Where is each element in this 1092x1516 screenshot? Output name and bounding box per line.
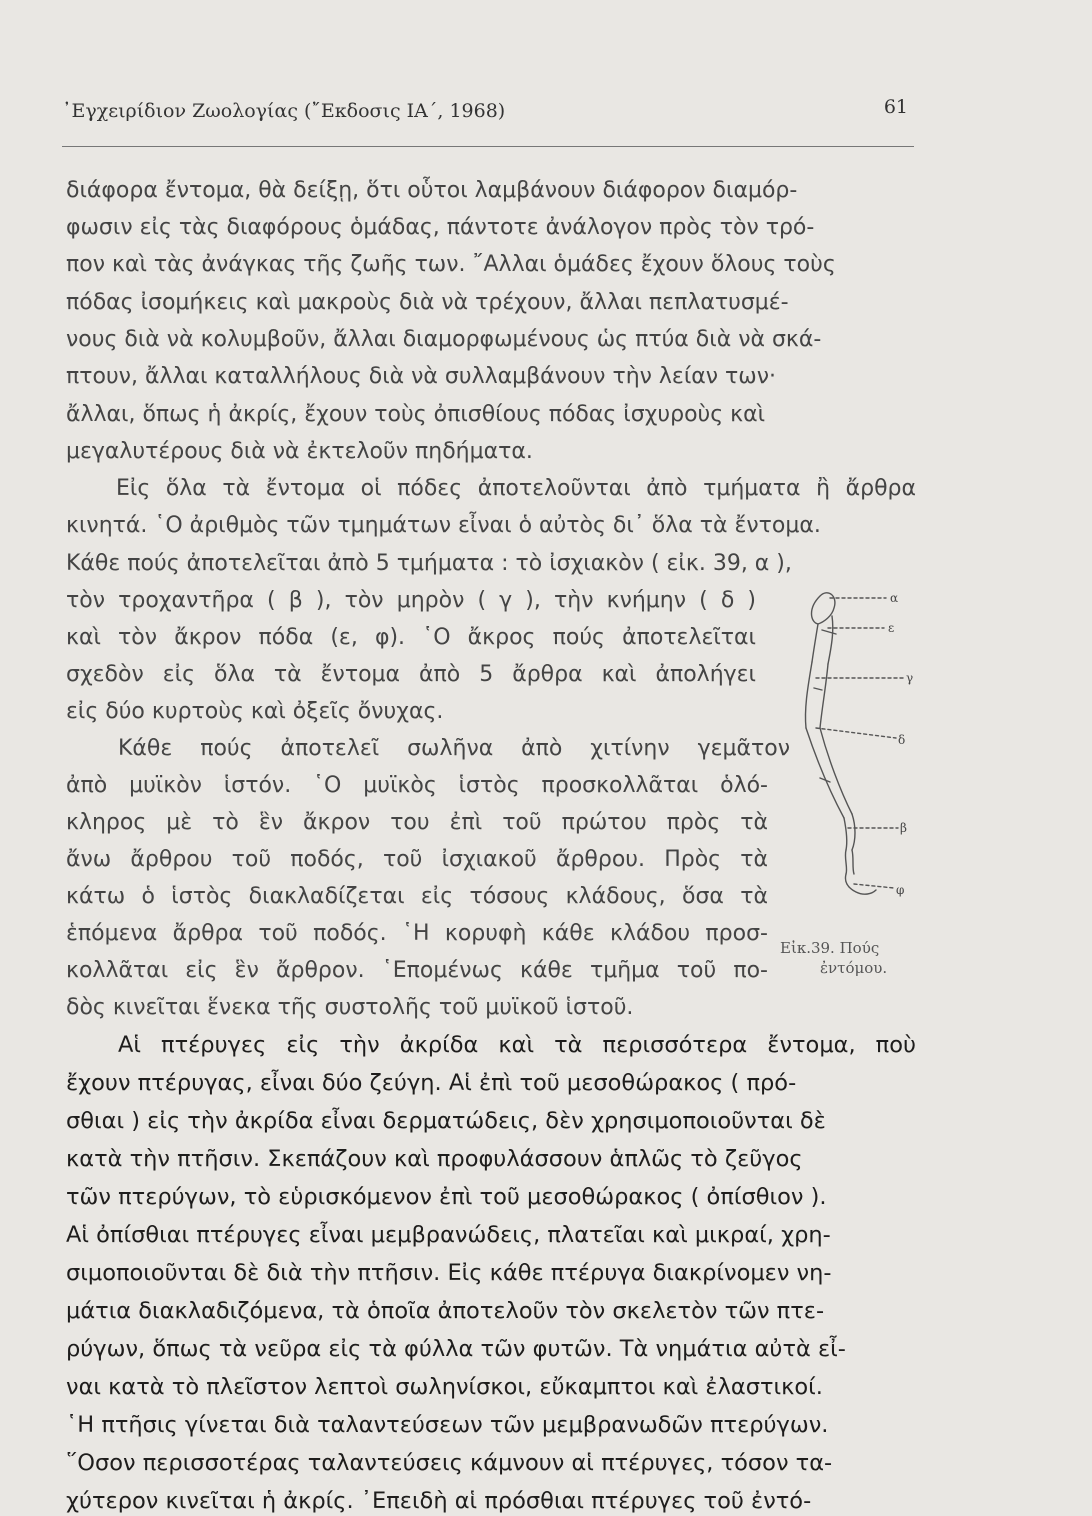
text-line: σιμοποιοῦνται δὲ διὰ τὴν πτῆσιν. Εἰς κάθε πτέρυγα διακρίνομεν νη- — [66, 1260, 832, 1286]
text-line: κατὰ τὴν πτῆσιν. Σκεπάζουν καὶ προφυλάσσουν ἁπλῶς τὸ ζεῦγος — [66, 1146, 803, 1172]
text-line: πτουν, ἄλλαι καταλλήλους διὰ νὰ συλλαμβάνουν τὴν λείαν των· — [66, 364, 777, 389]
text-line: εἰς δύο κυρτοὺς καὶ ὀξεῖς ὄνυχας. — [66, 699, 444, 724]
text-line: ναι κατὰ τὸ πλεῖστον λεπτοὶ σωληνίσκοι, εὔκαμπτοι καὶ ἐλαστικοί. — [66, 1374, 823, 1400]
text-line: Κάθε πούς ἀποτελεῖται ἀπὸ 5 τμήματα : τὸ ἰσχιακὸν ( εἰκ. 39, α ), — [66, 551, 792, 576]
text-line: καὶ τὸν ἄκρον πόδα (ε, φ). ῾Ο ἄκρος πούς ἀποτελεῖται — [66, 625, 756, 650]
figure-label: ε — [888, 621, 895, 635]
text-line: ρύγων, ὅπως τὰ νεῦρα εἰς τὰ φύλλα τῶν φυτῶν. Τὰ νημάτια αὐτὰ εἶ- — [66, 1336, 846, 1362]
text-line: ἄνω ἄρθρου τοῦ ποδός, τοῦ ἰσχιακοῦ ἄρθρου. Πρὸς τὰ — [66, 847, 768, 872]
figure-label: δ — [898, 733, 906, 747]
text-line: ἄλλαι, ὅπως ἡ ἀκρίς, ἔχουν τοὺς ὀπισθίους πόδας ἰσχυροὺς καὶ — [66, 402, 766, 427]
text-line: δὸς κινεῖται ἕνεκα τῆς συστολῆς τοῦ μυϊκοῦ ἱστοῦ. — [66, 995, 634, 1020]
text-line: κάτω ὁ ἱστὸς διακλαδίζεται εἰς τόσους κλάδους, ὅσα τὰ — [66, 884, 768, 909]
insect-leg-figure — [786, 578, 916, 908]
text-line: σχεδὸν εἰς ὅλα τὰ ἔντομα ἀπὸ 5 ἄρθρα καὶ ἀπολήγει — [66, 662, 756, 687]
figure-label: α — [890, 591, 899, 605]
text-line: Αἱ ὀπίσθιαι πτέρυγες εἶναι μεμβρανώδεις, πλατεῖαι καὶ μικραί, χρη- — [66, 1222, 831, 1248]
text-line: τῶν πτερύγων, τὸ εὑρισκόμενον ἐπὶ τοῦ μεσοθώρακος ( ὀπίσθιον ). — [66, 1184, 827, 1210]
text-line: κολλᾶται εἰς ἓν ἄρθρον. ῾Επομένως κάθε τμῆμα τοῦ πο- — [66, 958, 768, 983]
figure-label: γ — [906, 671, 914, 685]
text-line: σθιαι ) εἰς τὴν ἀκρίδα εἶναι δερματώδεις, δὲν χρησιμοποιοῦνται δὲ — [66, 1108, 826, 1134]
text-line: κινητά. ῾Ο ἀριθμὸς τῶν τμημάτων εἶναι ὁ αὐτὸς δι᾽ ὅλα τὰ ἔντομα. — [66, 513, 821, 538]
figure-label: φ — [896, 883, 905, 897]
text-line: πόδας ἰσομήκεις καὶ μακροὺς διὰ νὰ τρέχουν, ἄλλαι πεπλατυσμέ- — [66, 290, 789, 315]
text-line: Εἰς ὅλα τὰ ἔντομα οἱ πόδες ἀποτελοῦνται ἀπὸ τμήματα ἢ ἄρθρα — [116, 476, 916, 501]
text-line: ἔχουν πτέρυγας, εἶναι δύο ζεύγη. Αἱ ἐπὶ τοῦ μεσοθώρακος ( πρό- — [66, 1070, 797, 1096]
text-line: ἀπὸ μυϊκὸν ἱστόν. ῾Ο μυϊκὸς ἱστὸς προσκολλᾶται ὁλό- — [66, 773, 768, 798]
text-line: Αἱ πτέρυγες εἰς τὴν ἀκρίδα καὶ τὰ περισσότερα ἔντομα, ποὺ — [118, 1032, 916, 1058]
text-line: χύτερον κινεῖται ἡ ἀκρίς. ᾽Επειδὴ αἱ πρόσθιαι πτέρυγες τοῦ ἐντό- — [66, 1488, 812, 1514]
figure-label: β — [900, 821, 907, 835]
text-line: τὸν τροχαντῆρα ( β ), τὸν μηρὸν ( γ ), τὴν κνήμην ( δ ) — [66, 588, 756, 613]
caption-line: ἐντόμου. — [820, 959, 888, 977]
text-line: Κάθε πούς ἀποτελεῖ σωλῆνα ἀπὸ χιτίνην γεμᾶτον — [118, 736, 790, 761]
caption-line: Εἰκ.39. Πούς — [780, 939, 880, 957]
text-line: διάφορα ἔντομα, θὰ δείξῃ, ὅτι οὗτοι λαμβάνουν διάφορον διαμόρ- — [66, 178, 798, 203]
text-line: μάτια διακλαδιζόμενα, τὰ ὁποῖα ἀποτελοῦν τὸν σκελετὸν τῶν πτε- — [66, 1298, 825, 1324]
header-rule — [62, 146, 914, 147]
page-number: 61 — [883, 96, 908, 118]
text-line: νους διὰ νὰ κολυμβοῦν, ἄλλαι διαμορφωμένους ὡς πτύα διὰ νὰ σκά- — [66, 327, 822, 352]
figure-caption — [780, 938, 920, 978]
text-line: ἑπόμενα ἄρθρα τοῦ ποδός. ῾Η κορυφὴ κάθε κλάδου προσ- — [66, 921, 768, 946]
running-header — [62, 96, 914, 130]
text-line: κληρος μὲ τὸ ἓν ἄκρον του ἐπὶ τοῦ πρώτου πρὸς τὰ — [66, 810, 768, 835]
text-line: μεγαλυτέρους διὰ νὰ ἐκτελοῦν πηδήματα. — [66, 439, 533, 464]
text-line: ῾Η πτῆσις γίνεται διὰ ταλαντεύσεων τῶν μεμβρανωδῶν πτερύγων. — [66, 1412, 829, 1438]
text-line: ῞Οσον περισσοτέρας ταλαντεύσεις κάμνουν αἱ πτέρυγες, τόσον τα- — [66, 1450, 833, 1476]
text-line: φωσιν εἰς τὰς διαφόρους ὁμάδας, πάντοτε ἀνάλογον πρὸς τὸν τρό- — [66, 215, 815, 240]
text-line: πον καὶ τὰς ἀνάγκας τῆς ζωῆς των. ῎Αλλαι ὁμάδες ἔχουν ὅλους τοὺς — [66, 252, 836, 277]
header-title: ᾽Εγχειρίδιον Ζωολογίας (῎Εκδοσις ΙΑ΄, 1968) — [62, 100, 506, 122]
